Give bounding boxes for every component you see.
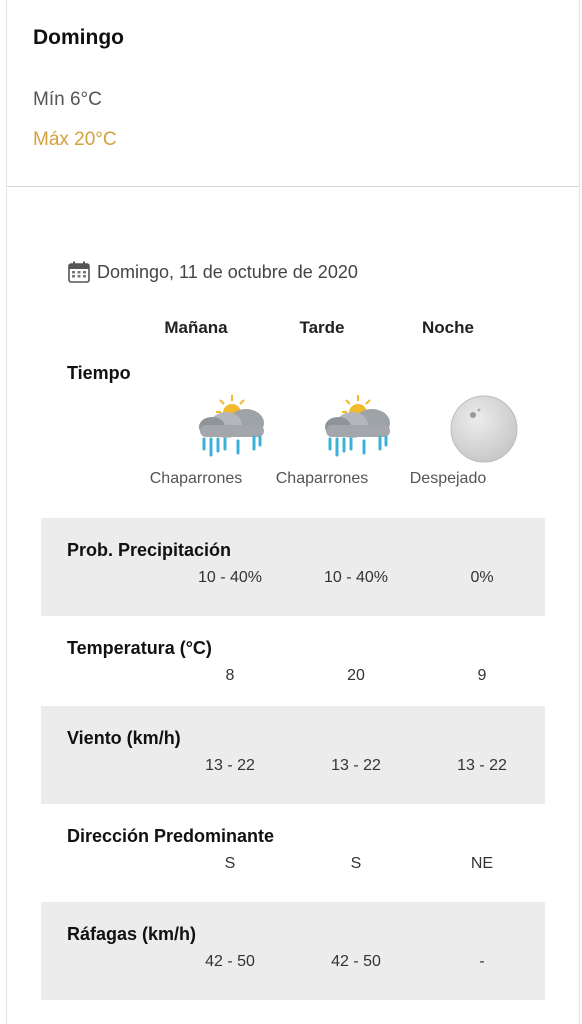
row-gusts [41, 902, 545, 1000]
row-value: NE [470, 855, 494, 872]
weather-desc-noche: Despejado [409, 470, 487, 487]
row-label: Temperatura (°C) [67, 638, 212, 658]
row-value: 10 - 40% [197, 569, 263, 586]
max-temperature: Máx 20°C [33, 129, 117, 150]
row-wind-direction [41, 804, 545, 902]
row-label: Viento (km/h) [67, 728, 181, 748]
day-summary-card[interactable] [6, 0, 580, 187]
row-value: S [224, 855, 236, 872]
row-label: Prob. Precipitación [67, 540, 232, 560]
cloud-sun-rain-icon [320, 393, 396, 463]
row-precipitation [41, 518, 545, 616]
weather-desc-manana: Chaparrones [149, 470, 243, 487]
day-title: Domingo [33, 26, 124, 49]
row-label-tiempo: Tiempo [67, 363, 131, 383]
row-label: Ráfagas (km/h) [67, 924, 197, 944]
moon-icon [446, 393, 522, 463]
row-value: S [350, 855, 362, 872]
period-header-noche: Noche [422, 318, 474, 337]
row-value: - [479, 953, 485, 970]
cloud-sun-rain-icon [194, 393, 270, 463]
weather-desc-tarde: Chaparrones [275, 470, 369, 487]
row-value: 13 - 22 [331, 757, 381, 774]
row-value: 42 - 50 [331, 953, 381, 970]
min-temperature: Mín 6°C [33, 89, 102, 110]
row-value: 13 - 22 [457, 757, 507, 774]
row-value: 9 [477, 667, 487, 684]
row-value: 8 [225, 667, 235, 684]
forecast-date-text: Domingo, 11 de octubre de 2020 [97, 261, 358, 282]
period-header-manana: Mañana [164, 318, 228, 337]
row-label: Dirección Predominante [67, 826, 275, 846]
calendar-icon [67, 260, 91, 284]
forecast-date [67, 260, 358, 284]
row-value: 10 - 40% [323, 569, 389, 586]
row-value: 42 - 50 [205, 953, 255, 970]
period-header-tarde: Tarde [299, 318, 345, 337]
row-value: 0% [470, 569, 494, 586]
row-value: 20 [347, 667, 365, 684]
row-wind [41, 706, 545, 804]
day-detail-card [6, 188, 580, 1024]
row-value: 13 - 22 [205, 757, 255, 774]
row-temperature [41, 616, 545, 714]
